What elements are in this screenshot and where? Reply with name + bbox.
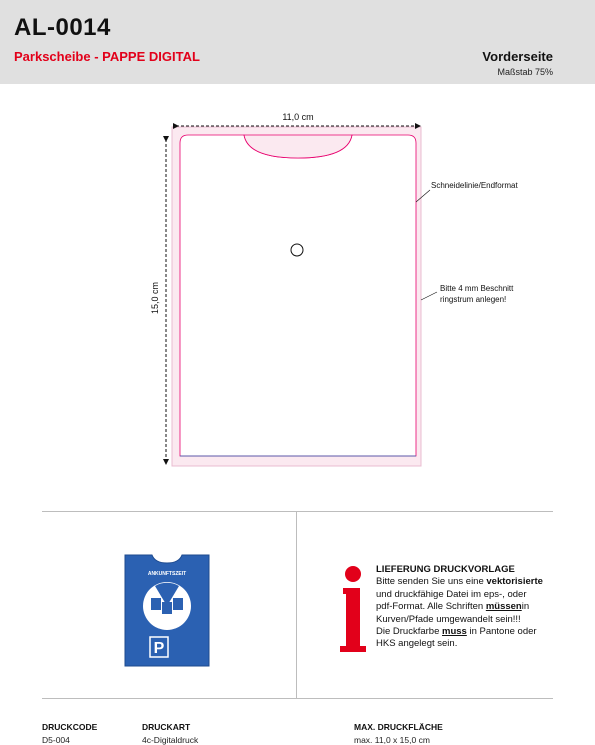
delivery-info <box>376 564 576 651</box>
info-icon <box>338 564 368 654</box>
product-code: AL-0014 <box>14 14 111 41</box>
info-line-4: Kurven/Pfade umgewandelt sein!!! <box>376 613 521 625</box>
bleed-leader <box>421 292 437 300</box>
hang-hole <box>291 244 303 256</box>
info-line-1: Bitte senden Sie uns eine vektorisierte <box>376 576 543 588</box>
header-bar <box>0 0 595 84</box>
cut-line <box>180 135 416 456</box>
bleed-note-line2: ringstrum anlegen! <box>440 295 507 304</box>
info-line-3: pdf-Format. Alle Schriften müssenin <box>376 601 530 613</box>
parking-disc-image <box>122 552 212 669</box>
divider-top <box>42 511 553 512</box>
width-label: 11,0 cm <box>282 112 314 122</box>
footer-druckcode <box>42 722 97 745</box>
scale-label: Maßstab 75% <box>497 67 553 77</box>
side-label: Vorderseite <box>482 49 553 64</box>
parking-letter: P <box>153 640 165 657</box>
cut-line-note: Schneidelinie/Endformat <box>431 181 518 190</box>
footer-druckart <box>142 722 198 745</box>
druckcode-label: DRUCKCODE <box>42 722 98 732</box>
druckart-value: 4c-Digitaldruck <box>142 735 199 745</box>
divider-bottom <box>42 698 553 699</box>
template-drawing <box>0 84 595 504</box>
disc-label: ANKUNFTSZEIT <box>147 571 187 577</box>
druckart-label: DRUCKART <box>142 722 191 732</box>
product-name: Parkscheibe - PAPPE DIGITAL <box>14 49 200 64</box>
druckcode-value: D5-004 <box>42 735 70 745</box>
height-label: 15,0 cm <box>150 281 160 315</box>
info-title: LIEFERUNG DRUCKVORLAGE <box>376 564 515 575</box>
druckflaeche-value: max. 11,0 x 15,0 cm <box>354 735 430 745</box>
info-line-5: Die Druckfarbe muss in Pantone oder <box>376 626 537 638</box>
footer-druckflaeche <box>354 722 443 745</box>
bleed-note-line1: Bitte 4 mm Beschnitt <box>440 284 514 293</box>
info-line-6: HKS angelegt sein. <box>376 638 458 650</box>
info-line-2: und druckfähige Datei im eps-, oder <box>376 588 527 600</box>
divider-middle <box>296 511 297 699</box>
druckflaeche-label: MAX. DRUCKFLÄCHE <box>354 722 443 732</box>
